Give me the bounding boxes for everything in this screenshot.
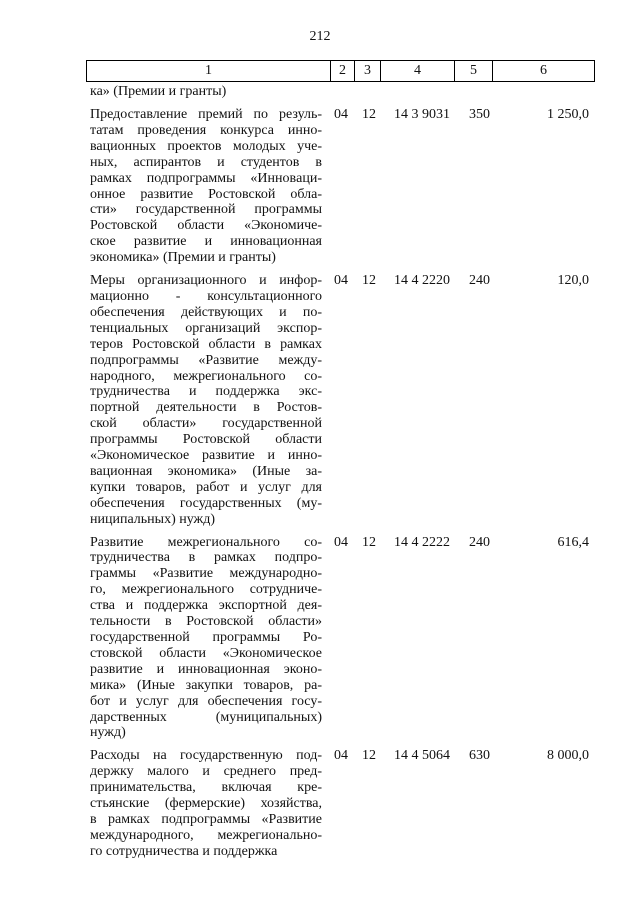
description-line: Развитие межрегионального со- <box>90 534 322 550</box>
description-line: «Экономическое развитие и инно- <box>90 448 322 464</box>
sum-value: 120,0 <box>557 273 589 289</box>
description-line: го, межрегионального сотрудниче- <box>90 582 322 598</box>
expense-type-code: 630 <box>469 748 490 764</box>
subsection-code: 12 <box>362 273 376 289</box>
row-description <box>90 748 322 859</box>
description-line: развитие и инновационная эконо- <box>90 661 322 677</box>
description-line: татам проведения конкурса инно- <box>90 122 322 138</box>
section-code: 04 <box>334 273 348 289</box>
description-line: стовской области «Экономическое <box>90 645 322 661</box>
description-line: международного, межрегионально- <box>90 827 322 843</box>
description-line: рамках подпрограммы «Инновaци- <box>90 170 322 186</box>
description-line: го сотрудничества и поддержка <box>90 843 278 859</box>
description-line: Ростовской области «Экономиче- <box>90 218 322 234</box>
description-line: Меры организационного и инфор- <box>90 273 322 289</box>
description-line: ных, аспирантов и студентов в <box>90 154 322 170</box>
description-line: сти» государственной программы <box>90 202 322 218</box>
description-line: бот и услуг для обеспечения госу- <box>90 693 322 709</box>
column-header-2: 2 <box>331 61 355 81</box>
description-line: теров Ростовской области в рамках <box>90 336 322 352</box>
description-line: ниципальных) нужд) <box>90 511 215 527</box>
table-row <box>90 107 595 266</box>
description-line: государственной программы Ро- <box>90 630 322 645</box>
description-line: тельности в Ростовской области» <box>90 614 322 630</box>
target-article-code: 14 4 2220 <box>394 273 450 289</box>
page-number: 212 <box>309 29 331 44</box>
description-line: экономика» (Премии и гранты) <box>90 250 276 266</box>
row-description <box>90 535 322 742</box>
table-row <box>90 273 595 528</box>
continued-text: ка» (Премии и гранты) <box>90 84 227 99</box>
description-line: трудничества и поддержка экс- <box>90 384 322 400</box>
section-code: 04 <box>334 748 348 764</box>
description-line: Расходы на государственную под- <box>90 748 322 764</box>
expense-type-code: 240 <box>469 534 490 550</box>
table-body <box>90 83 595 860</box>
expense-type-code: 240 <box>469 273 490 289</box>
description-line: мационно - консультационного <box>90 288 322 304</box>
column-header-6: 6 <box>540 63 547 78</box>
table-row <box>90 535 595 742</box>
sum-value: 1 250,0 <box>547 107 589 122</box>
target-article-code: 14 4 5064 <box>394 748 450 764</box>
column-header-3: 3 <box>355 61 381 81</box>
description-line: обеспечения действующих и по- <box>90 304 322 320</box>
description-line: принимательства, включая кре- <box>90 780 322 796</box>
description-line: мика» (Иные закупки товаров, ра- <box>90 677 322 693</box>
table-header <box>86 60 595 82</box>
description-line: народного, межрегионального со- <box>90 368 322 384</box>
description-line: нужд) <box>90 725 126 741</box>
description-line: подпрограммы «Развитие между- <box>90 352 322 368</box>
description-line: ства и поддержка экспортной дея- <box>90 598 322 614</box>
target-article-code: 14 3 9031 <box>394 107 450 122</box>
description-line: ское развитие и инновационная <box>90 234 322 250</box>
sum-value: 616,4 <box>557 534 589 550</box>
description-line: портной деятельности в Ростов- <box>90 400 322 416</box>
column-header-1: 1 <box>87 61 331 81</box>
row-description <box>90 107 322 266</box>
description-line: в рамках подпрограммы «Развитие <box>90 811 322 827</box>
description-line: вационная экономика» (Иные за- <box>90 463 322 479</box>
description-line: граммы «Развитие международно- <box>90 566 322 582</box>
description-line: программы Ростовской области <box>90 432 322 448</box>
description-line: держку малого и среднего пред- <box>90 764 322 780</box>
target-article-code: 14 4 2222 <box>394 534 450 550</box>
description-line: трудничества в рамках подпро- <box>90 550 322 566</box>
description-line: стьянские (фермерские) хозяйства, <box>90 796 322 812</box>
subsection-code: 12 <box>362 534 376 550</box>
subsection-code: 12 <box>362 107 376 122</box>
description-line: онное развитие Ростовской обла- <box>90 186 322 202</box>
subsection-code: 12 <box>362 748 376 764</box>
description-line: ской области» государственной <box>90 416 322 432</box>
section-code: 04 <box>334 107 348 122</box>
description-line: обеспечения государственных (му- <box>90 495 322 511</box>
sum-value: 8 000,0 <box>547 748 589 764</box>
description-line: Предоставление премий по резуль- <box>90 107 322 122</box>
description-line: тенциальных организаций экспор- <box>90 320 322 336</box>
description-line: вационных проектов молодых уче- <box>90 138 322 154</box>
table-row <box>90 748 595 859</box>
expense-type-code: 350 <box>469 107 490 122</box>
section-code: 04 <box>334 534 348 550</box>
description-line: дарственных (муниципальных) <box>90 709 322 725</box>
description-line: купки товаров, работ и услуг для <box>90 479 322 495</box>
row-description <box>90 273 322 528</box>
column-header-4: 4 <box>381 61 455 81</box>
column-header-5: 5 <box>455 61 493 81</box>
